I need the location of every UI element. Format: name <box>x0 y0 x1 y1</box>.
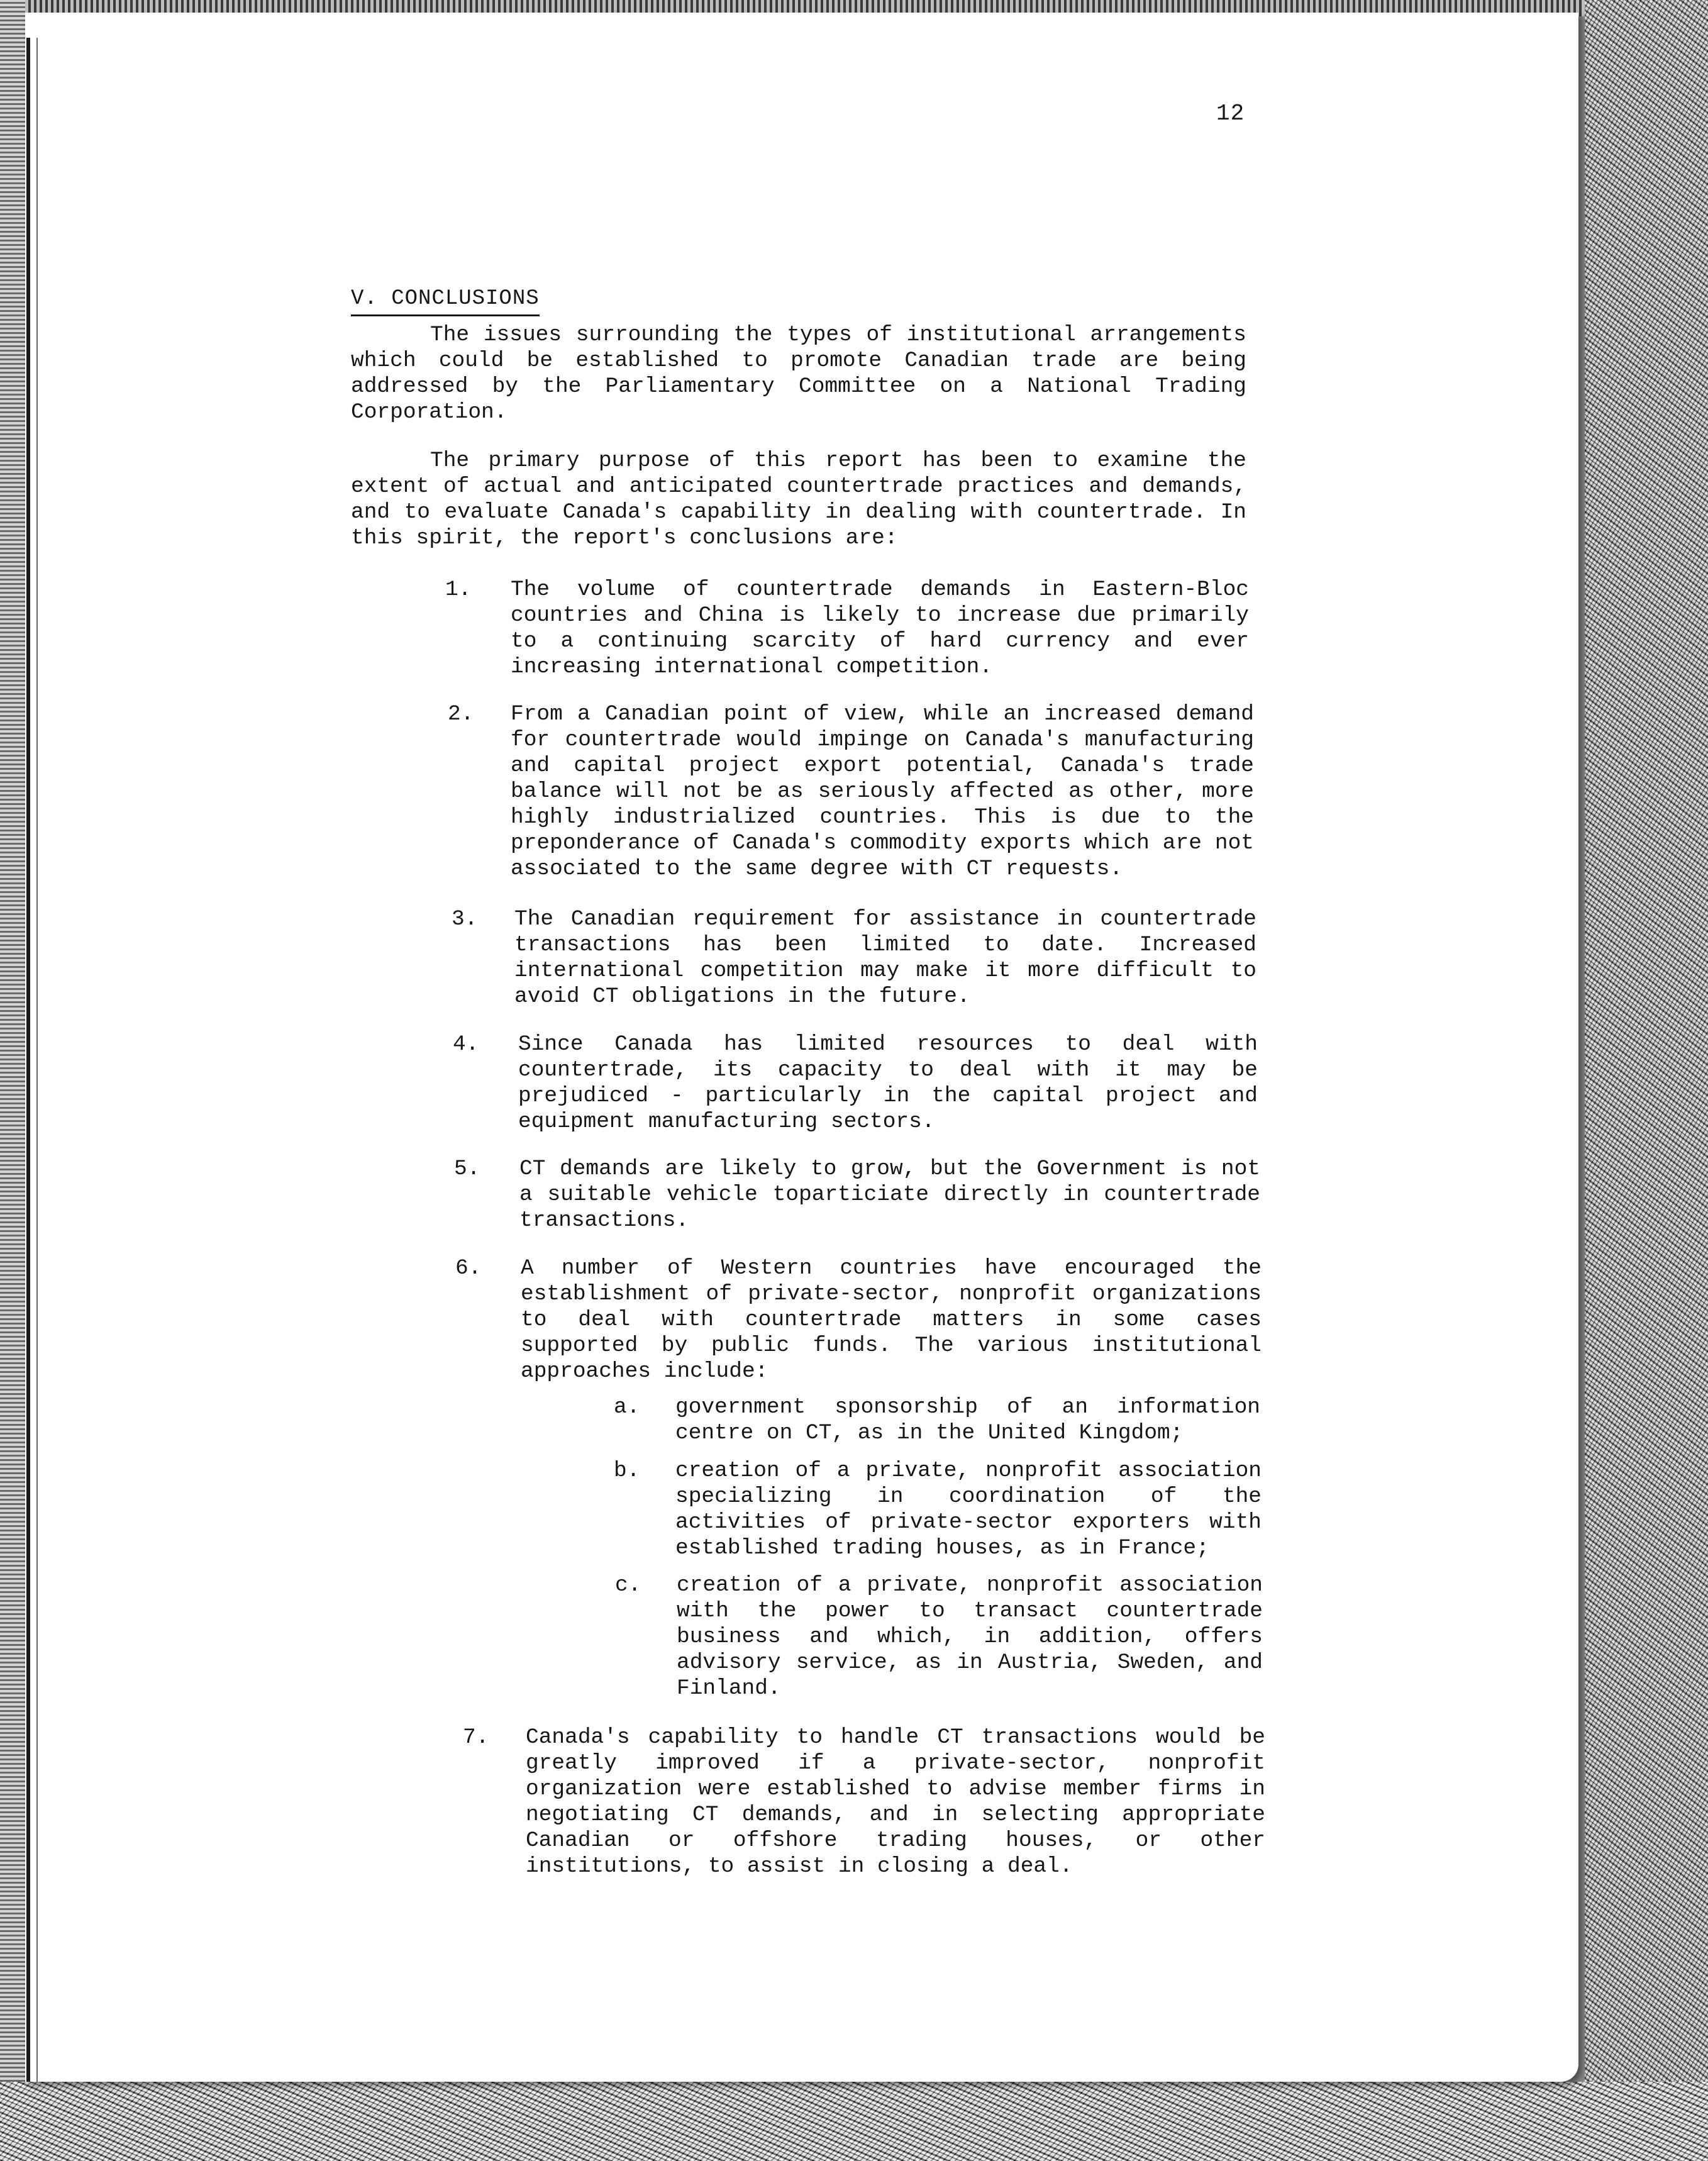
page-binding-line <box>36 38 38 2082</box>
item-number: 2. <box>448 702 474 726</box>
item-number: 7. <box>463 1725 489 1750</box>
page-number: 12 <box>1216 101 1245 126</box>
scan-border-left <box>0 0 25 2161</box>
item-number: 4. <box>453 1032 479 1057</box>
item-text: A number of Western countries have encouraged the establishment of private-sector, nonprofit organizations to deal with countertrade matters in some cases supported by public funds. The various institutional approaches include: <box>521 1256 1262 1384</box>
section-heading: V. CONCLUSIONS <box>351 287 540 316</box>
item-number: 6. <box>455 1256 482 1280</box>
item-number: 1. <box>445 577 472 602</box>
item-text: CT demands are likely to grow, but the Government is not a suitable vehicle toparticiate directly in countertrade transactions. <box>519 1157 1260 1233</box>
item-text: creation of a private, nonprofit association specializing in coordination of the activities of private-sector exporters with established trading houses, as in France; <box>675 1458 1262 1560</box>
item-text: Canada's capability to handle CT transactions would be greatly improved if a private-sector, nonprofit organization were established to advise member firms in negotiating CT demands, and in selecting appropriate Canadian or offshore trading houses, or other institutions, to assist in closing a deal. <box>526 1725 1265 1879</box>
scan-border-bottom <box>0 2082 1708 2161</box>
item-letter: b. <box>614 1458 640 1483</box>
item-number: 5. <box>454 1157 480 1181</box>
page-binding-edge <box>26 38 30 2082</box>
item-letter: c. <box>615 1573 641 1597</box>
item-letter: a. <box>614 1395 640 1419</box>
scan-border-right <box>1585 0 1708 2161</box>
paragraph-text: The primary purpose of this report has been to examine the extent of actual and anticipated countertrade practices and demands, and to evaluate Canada's capability in dealing with countertrade. In this spirit, the report's conclusions are: <box>351 448 1246 550</box>
item-text: The Canadian requirement for assistance in countertrade transactions has been limited to date. Increased international competition may make it more difficult to avoid CT obligations in the future. <box>514 907 1256 1009</box>
intro-paragraph-2 <box>351 448 1246 551</box>
item-text: Since Canada has limited resources to deal with countertrade, its capacity to deal with it may be prejudiced - particularly in the capital project and equipment manufacturing sectors. <box>518 1032 1258 1134</box>
paragraph-text: The issues surrounding the types of institutional arrangements which could be established to promote Canadian trade are being addressed by the Parliamentary Committee on a National Trading Corporation. <box>351 323 1246 425</box>
item-text: creation of a private, nonprofit association with the power to transact countertrade business and which, in addition, offers advisory service, as in Austria, Sweden, and Finland. <box>677 1573 1263 1701</box>
item-text: government sponsorship of an information centre on CT, as in the United Kingdom; <box>675 1395 1260 1445</box>
item-text: From a Canadian point of view, while an increased demand for countertrade would impinge on Canada's manufacturing and capital project export potential, Canada's trade balance will not be as seriously affected as other, more highly industrialized countries. This is due to the preponderance of Canada's commodity exports which are not associated to the same degree with CT requests. <box>511 702 1254 881</box>
item-number: 3. <box>452 907 478 931</box>
item-text: The volume of countertrade demands in Eastern-Bloc countries and China is likely to increase due primarily to a continuing scarcity of hard currency and ever increasing international competition. <box>511 577 1249 679</box>
intro-paragraph-1 <box>351 322 1246 425</box>
